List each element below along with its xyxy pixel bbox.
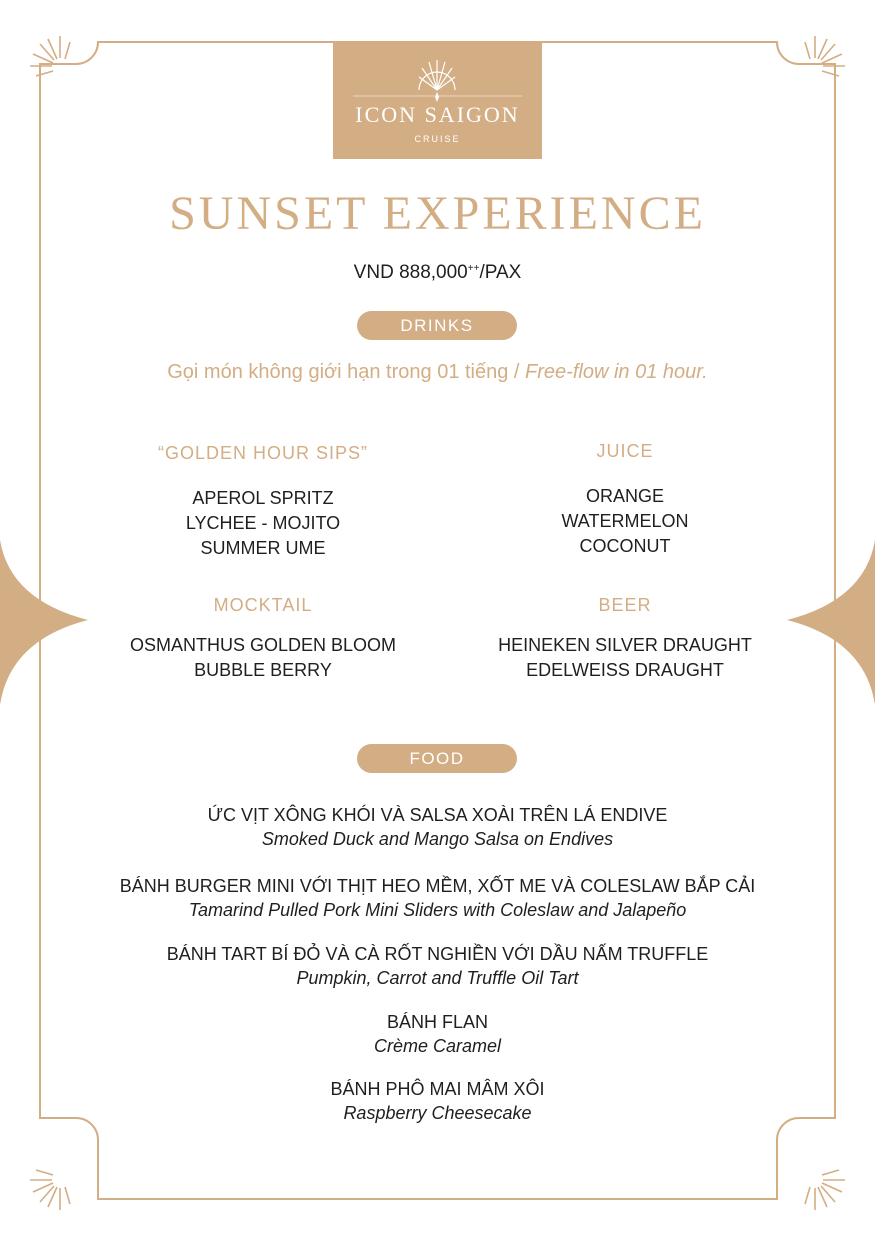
drink-item: HEINEKEN SILVER DRAUGHT (498, 635, 752, 655)
drinks-subtitle-en: Free-flow in 01 hour. (525, 361, 708, 383)
drink-section-title: MOCKTAIL (213, 595, 313, 615)
food-item-en: Raspberry Cheesecake (343, 1103, 532, 1123)
drink-section-juice (465, 440, 785, 559)
food-item (0, 1077, 875, 1125)
drinks-subtitle (0, 359, 875, 385)
drink-item: LYCHEE - MOJITO (185, 513, 341, 533)
food-item-vn: BÁNH FLAN (386, 1012, 489, 1032)
price-suffix: /PAX (479, 262, 522, 283)
food-label: FOOD (357, 744, 517, 773)
price (0, 257, 875, 285)
food-item-vn: BÁNH BURGER MINI VỚI THỊT HEO MỀM, XỐT ME VÀ COLESLAW BẮP CẢI (119, 876, 756, 896)
food-item-en: Pumpkin, Carrot and Truffle Oil Tart (296, 968, 579, 988)
food-item (0, 942, 875, 990)
drink-section-title: JUICE (596, 441, 654, 461)
drink-item: WATERMELON (561, 511, 689, 531)
food-item-en: Crème Caramel (373, 1036, 502, 1056)
food-item-vn: BÁNH PHÔ MAI MÂM XÔI (330, 1079, 545, 1099)
drink-item: OSMANTHUS GOLDEN BLOOM (129, 635, 397, 655)
food-item-vn: BÁNH TART BÍ ĐỎ VÀ CÀ RỐT NGHIỀN VỚI DẦU NẤM TRUFFLE (166, 944, 709, 964)
drink-section-golden-hour (103, 442, 423, 561)
drink-item: EDELWEISS DRAUGHT (526, 660, 724, 680)
brand-logo (333, 42, 542, 159)
brand-subtitle: CRUISE (414, 134, 461, 144)
food-item-en: Tamarind Pulled Pork Mini Sliders with Coleslaw and Jalapeño (188, 900, 687, 920)
brand-name: ICON SAIGON (355, 102, 520, 127)
drink-item: COCONUT (579, 536, 671, 556)
drink-item: APEROL SPRITZ (192, 488, 334, 508)
price-amount: VND 888,000 (353, 262, 468, 283)
food-item (0, 874, 875, 922)
drink-item: BUBBLE BERRY (194, 660, 332, 680)
drink-item: SUMMER UME (200, 538, 326, 558)
drink-section-beer (465, 594, 785, 683)
drink-section-title: “GOLDEN HOUR SIPS” (157, 443, 369, 463)
drinks-label: DRINKS (357, 311, 517, 340)
drink-section-title: BEER (598, 595, 652, 615)
food-item-vn: ỨC VỊT XÔNG KHÓI VÀ SALSA XOÀI TRÊN LÁ ENDIVE (207, 805, 668, 825)
drink-item: ORANGE (585, 486, 664, 506)
price-superscript: ++ (467, 263, 480, 274)
food-item-en: Smoked Duck and Mango Salsa on Endives (261, 829, 614, 849)
shell-icon (333, 42, 542, 102)
drink-section-mocktail (103, 594, 423, 683)
left-side-flare (0, 540, 88, 705)
right-side-flare (787, 540, 875, 705)
food-item (0, 803, 875, 851)
drinks-subtitle-vn: Gọi món không giới hạn trong 01 tiếng / (167, 361, 526, 383)
food-item (0, 1010, 875, 1058)
page-title: SUNSET EXPERIENCE (169, 187, 706, 240)
